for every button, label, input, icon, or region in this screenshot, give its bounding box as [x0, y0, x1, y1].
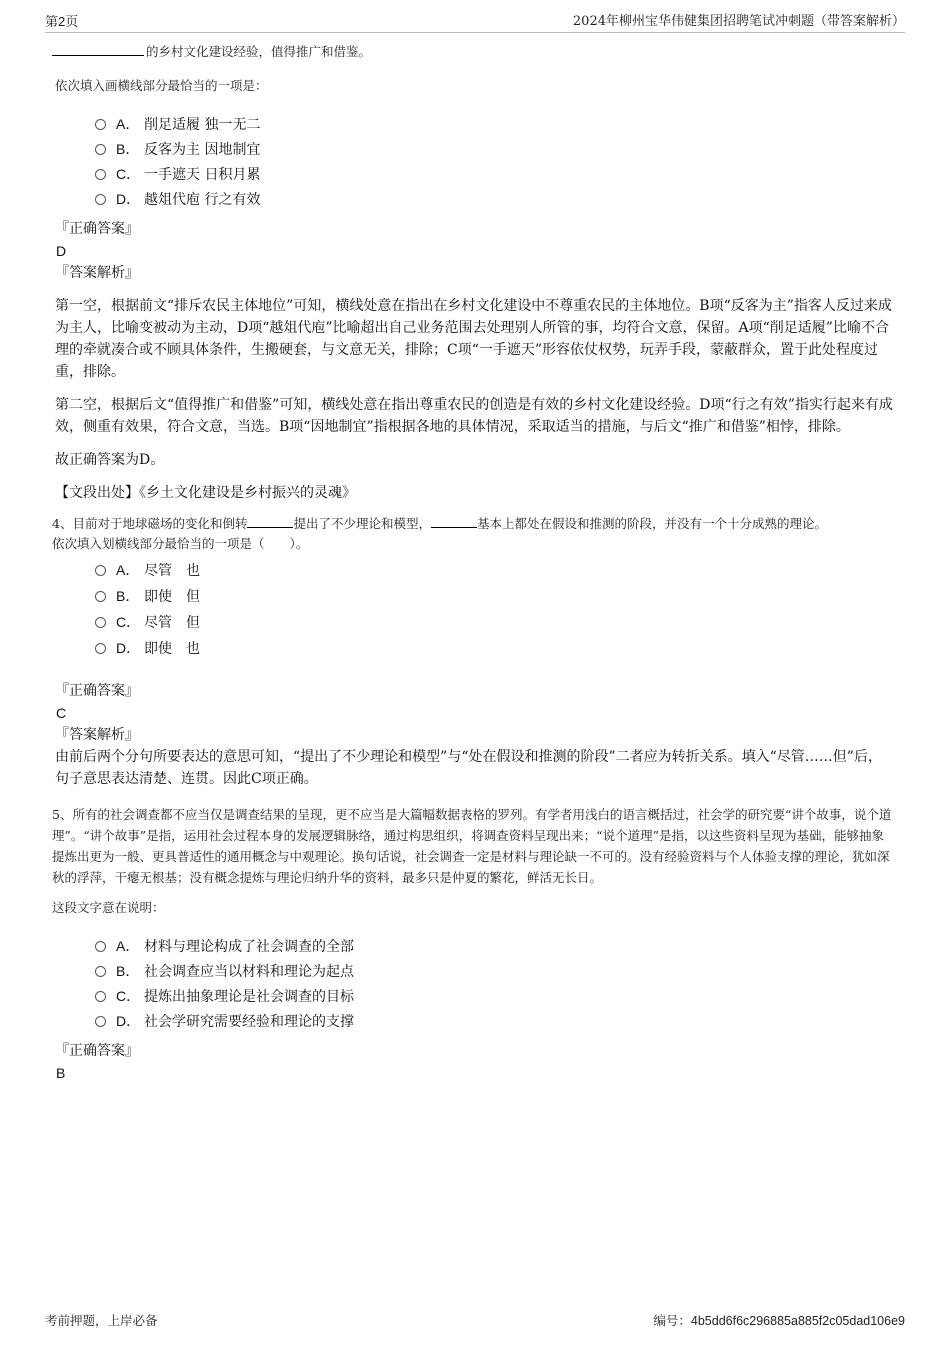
question-5-options [95, 934, 895, 1034]
question-3-stem: 的乡村文化建设经验，值得推广和借鉴。 [52, 42, 895, 62]
question-5 [52, 804, 895, 1084]
option-b[interactable]: B． 社会调查应当以材料和理论为起点 [95, 959, 895, 984]
radio-icon[interactable] [95, 991, 106, 1002]
radio-icon[interactable] [95, 941, 106, 952]
radio-icon[interactable] [95, 119, 106, 130]
fill-blank [431, 515, 477, 528]
document-code: 编号：4b5dd6f6c296885a885f2c05dad106e9 [653, 1313, 905, 1328]
document-body [52, 42, 895, 1084]
fill-blank [247, 515, 293, 528]
correct-answer: C [56, 705, 67, 721]
radio-icon[interactable] [95, 194, 106, 205]
question-3-prompt: 依次填入画横线部分最恰当的一项是： [55, 78, 268, 93]
analysis-paragraph: 由前后两个分句所要表达的意思可知，“提出了不少理论和模型”与“处在假设和推测的阶段”二者应为转折关系。填入“尽管……但”后，句子意思表达清楚、连贯。因此C项正确。 [55, 749, 882, 787]
page-header [45, 12, 905, 33]
analysis-conclusion: 故正确答案为D。 [55, 452, 165, 468]
document-title: 2024年柳州宝华伟健集团招聘笔试冲刺题（带答案解析） [572, 14, 905, 29]
analysis-label: 『答案解析』 [55, 265, 139, 281]
radio-icon[interactable] [95, 144, 106, 155]
radio-icon[interactable] [95, 1016, 106, 1027]
answer-label: 『正确答案』 [55, 221, 139, 237]
analysis-paragraph-2: 第二空，根据后文“值得推广和借鉴”可知，横线处意在指出尊重农民的创造是有效的乡村文化建设经验。D项“行之有效”指实行起来有成效，侧重有效果，符合文意，当选。B项“因地制宜”指根据各地的具体情况，采取适当的措施，与后文“推广和借鉴”相悖，排除。 [55, 397, 893, 435]
radio-icon[interactable] [95, 643, 106, 654]
option-b[interactable]: B． 反客为主 因地制宜 [95, 137, 895, 162]
question-4 [52, 514, 895, 790]
option-d[interactable]: D． 越俎代庖 行之有效 [95, 187, 895, 212]
question-3-options [95, 112, 895, 212]
option-d[interactable]: D． 即使 也 [95, 636, 895, 662]
question-5-prompt: 这段文字意在说明： [52, 900, 165, 915]
radio-icon[interactable] [95, 966, 106, 977]
option-b[interactable]: B． 即使 但 [95, 584, 895, 610]
footer-slogan: 考前押题，上岸必备 [45, 1313, 158, 1328]
radio-icon[interactable] [95, 591, 106, 602]
option-c[interactable]: C． 提炼出抽象理论是社会调查的目标 [95, 984, 895, 1009]
question-3 [55, 42, 895, 504]
option-c[interactable]: C． 尽管 但 [95, 610, 895, 636]
radio-icon[interactable] [95, 565, 106, 576]
option-c[interactable]: C． 一手遮天 日积月累 [95, 162, 895, 187]
analysis-paragraph-1: 第一空，根据前文“排斥农民主体地位”可知，横线处意在指出在乡村文化建设中不尊重农民的主体地位。B项“反客为主”指客人反过来成为主人，比喻变被动为主动，D项“越俎代庖”比喻超出自己业务范围去处理别人所管的事，均符合文意，保留。A项“削足适履”比喻不合理的牵就凑合或不顾具体条件，生搬硬套，与文意无关，排除；C项“一手遮天”形容依仗权势，玩弄手段，蒙蔽群众，置于此处程度过重，排除。 [55, 298, 892, 380]
option-a[interactable]: A． 削足适履 独一无二 [95, 112, 895, 137]
question-4-stem: 4、目前对于地球磁场的变化和倒转 提出了不少理论和模型， 基本上都处在假设和推测的阶段，并没有一个十分成熟的理论。 [52, 516, 827, 531]
option-a[interactable]: A． 材料与理论构成了社会调查的全部 [95, 934, 895, 959]
answer-label: 『正确答案』 [55, 683, 139, 699]
fill-blank [52, 43, 144, 56]
question-5-stem: 5、所有的社会调查都不应当仅是调查结果的呈现，更不应当是大篇幅数据表格的罗列。有学者用浅白的语言概括过，社会学的研究要“讲个故事，说个道理”。“讲个故事”是指，运用社会过程本身的发展逻辑脉络，通过构思组织，将调查资料呈现出来；“说个道理”是指，以这些资料呈现为基础，能够抽象提炼出更为一般、更具普适性的通用概念与中观理论。换句话说，社会调查一定是材料与理论缺一不可的。没有经验资料与个人体验支撑的理论，犹如深秋的浮萍，干瘪无根基；没有概念提炼与理论归纳升华的资料，最多只是仲夏的繁花，鲜活无长日。 [52, 807, 892, 885]
answer-label: 『正确答案』 [55, 1043, 139, 1059]
analysis-label: 『答案解析』 [55, 727, 139, 743]
page-number: 第2页 [45, 14, 79, 29]
option-a[interactable]: A． 尽管 也 [95, 558, 895, 584]
question-4-prompt: 依次填入划横线部分最恰当的一项是（ ）。 [52, 536, 309, 551]
radio-icon[interactable] [95, 617, 106, 628]
text-source: 【文段出处】《乡土文化建设是乡村振兴的灵魂》 [55, 485, 356, 501]
correct-answer: D [56, 243, 67, 259]
option-d[interactable]: D． 社会学研究需要经验和理论的支撑 [95, 1009, 895, 1034]
question-4-options [95, 558, 895, 662]
correct-answer: B [56, 1065, 66, 1081]
radio-icon[interactable] [95, 169, 106, 180]
